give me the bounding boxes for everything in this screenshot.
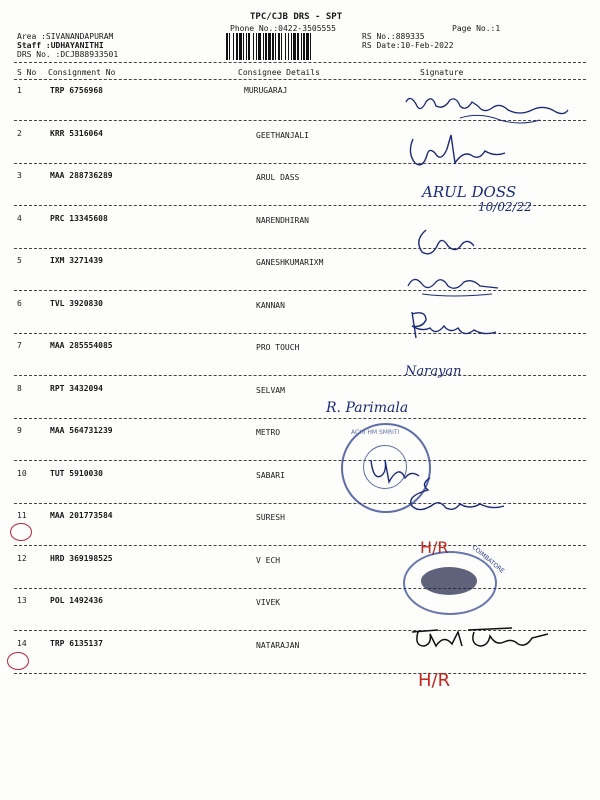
signature-row-13 [408, 624, 553, 654]
header-rule [14, 62, 586, 63]
row-sno: 7 [17, 341, 22, 350]
row-consignment-number: TRP 6756968 [50, 86, 103, 95]
hr-mark-row-11: H/R [420, 538, 449, 557]
row-consignee-name: SURESH [256, 513, 285, 522]
row-sno: 6 [17, 299, 22, 308]
phone-number: Phone No.:0422-3505555 [230, 24, 336, 33]
row-consignee-name: GANESHKUMARIXM [256, 258, 324, 267]
staff-label: Staff :UDHAYANITHI [17, 41, 104, 50]
row-consignee-name: SABARI [256, 471, 285, 480]
col-header-sno: S No [17, 68, 37, 77]
row-sno: 10 [17, 469, 27, 478]
row-separator [14, 418, 586, 419]
signature-row-4 [412, 224, 482, 260]
row-consignment-number: KRR 5316064 [50, 129, 103, 138]
hr-mark-row-14: H/R [418, 670, 451, 691]
row-11-circle-mark [10, 523, 32, 541]
row-consignment-number: HRD 369198525 [50, 554, 113, 563]
col-header-consignee: Consignee Details [238, 68, 320, 77]
row-consignee-name: METRO [256, 428, 281, 437]
row-sno: 5 [17, 256, 22, 265]
signature-row-7: Narayan [405, 364, 462, 379]
row-14-circle-mark [7, 652, 29, 670]
row-consignee-name: GEETHANJALI [256, 131, 309, 140]
signature-row-5 [402, 270, 502, 300]
signature-row-3: ARUL DOSS [422, 183, 517, 201]
row-sno: 3 [17, 171, 22, 180]
row-consignee-name: SELVAM [256, 386, 285, 395]
row-sno: 11 [17, 511, 27, 520]
col-header-consignment: Consignment No [48, 68, 116, 77]
row-sno: 2 [17, 129, 22, 138]
signature-row-10 [400, 474, 510, 520]
row-consignment-number: MAA 285554085 [50, 341, 113, 350]
barcode-image [226, 33, 358, 60]
row-consignment-number: MAA 564731239 [50, 426, 113, 435]
column-header-rule [14, 79, 586, 80]
row-consignee-name: MURUGARAJ [244, 86, 288, 95]
row-consignment-number: TRP 6135137 [50, 639, 103, 648]
row-sno: 1 [17, 86, 22, 95]
row-separator [14, 375, 586, 376]
row-consignment-number: POL 1492436 [50, 596, 103, 605]
row-consignment-number: RPT 3432094 [50, 384, 103, 393]
signature-row-3-date: 10/02/22 [478, 200, 532, 214]
drs-title: TPC/CJB DRS - SPT [250, 12, 343, 22]
signature-row-8: R. Parimala [326, 400, 409, 416]
row-consignment-number: IXM 3271439 [50, 256, 103, 265]
signature-row-2 [405, 133, 515, 173]
row-consignee-name: KANNAN [256, 301, 285, 310]
row-separator [14, 588, 586, 589]
row-sno: 9 [17, 426, 22, 435]
row-separator [14, 673, 586, 674]
row-consignment-number: MAA 288736289 [50, 171, 113, 180]
row-consignment-number: PRC 13345608 [50, 214, 108, 223]
row-sno: 14 [17, 639, 27, 648]
row-consignee-name: V ECH [256, 556, 281, 565]
row-sno: 12 [17, 554, 27, 563]
rs-number: RS No.:889335 [362, 32, 425, 41]
page-number: Page No.:1 [452, 24, 501, 33]
row-sno: 4 [17, 214, 22, 223]
drs-number: DRS No. :DCJB88933501 [17, 50, 119, 59]
row-separator [14, 545, 586, 546]
row-sno: 8 [17, 384, 22, 393]
row-consignee-name: VIVEK [256, 598, 281, 607]
area-label: Area :SIVANANDAPURAM [17, 32, 114, 41]
signature-row-1 [400, 92, 570, 132]
row-consignment-number: TVL 3920830 [50, 299, 103, 308]
row-consignment-number: TUT 5910030 [50, 469, 103, 478]
row-separator [14, 248, 586, 249]
row-consignee-name: PRO TOUCH [256, 343, 300, 352]
row-consignee-name: NATARAJAN [256, 641, 300, 650]
row-consignee-name: ARUL DASS [256, 173, 300, 182]
row-consignment-number: MAA 201773584 [50, 511, 113, 520]
rs-date: RS Date:10-Feb-2022 [362, 41, 454, 50]
seal-ring-text: ACHI HM SMRITI [351, 429, 400, 436]
signature-row-6 [404, 308, 504, 348]
row-sno: 13 [17, 596, 27, 605]
oval-seal-ring-text: COIMBATORE [470, 543, 506, 576]
col-header-signature: Signature [420, 68, 464, 77]
row-separator [14, 460, 586, 461]
row-consignee-name: NARENDHIRAN [256, 216, 309, 225]
